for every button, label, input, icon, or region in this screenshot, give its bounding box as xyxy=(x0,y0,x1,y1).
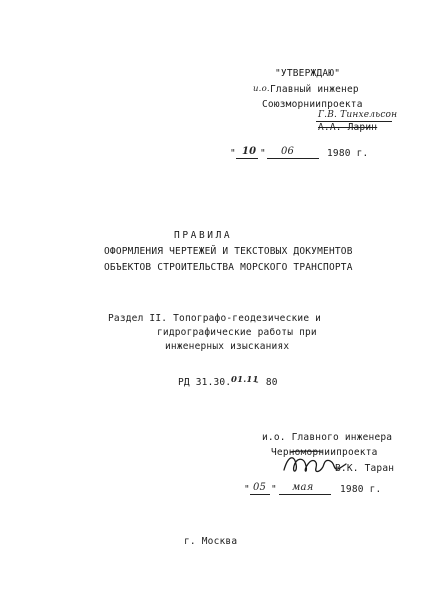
date-month: 06 xyxy=(281,146,295,157)
printed-signatory-name: А.А. Ларин xyxy=(318,122,378,133)
approval-title: "УТВЕРЖДАЮ" xyxy=(275,68,341,79)
bottom-signer: В.К. Таран xyxy=(335,463,395,474)
bottom-date-close-quote: " xyxy=(271,484,277,495)
bottom-date-day-underline xyxy=(250,494,270,495)
doc-code-suffix: - 80 xyxy=(254,377,278,388)
date-day-underline xyxy=(236,158,258,159)
bottom-position-line1: и.о. Главного инженера xyxy=(262,432,393,443)
bottom-date-open-quote: " xyxy=(244,484,250,495)
section-line1: Раздел II. Топографо-геодезические и xyxy=(108,313,322,324)
approval-position-line2: Союзморниипроекта xyxy=(262,99,363,110)
date-month-underline xyxy=(267,158,319,159)
bottom-date-year: 1980 г. xyxy=(340,484,382,495)
title-line2: ОБЪЕКТОВ СТРОИТЕЛЬСТВА МОРСКОГО ТРАНСПОРТА xyxy=(104,262,353,273)
section-line2: гидрографические работы при xyxy=(157,327,317,338)
bottom-date-month: мая xyxy=(292,482,314,493)
date-year: 1980 г. xyxy=(327,148,369,159)
bottom-position-line2: Черноморниипроекта xyxy=(271,447,378,458)
date-day: 10 xyxy=(242,146,257,157)
section-line3: инженерных изысканиях xyxy=(165,341,290,352)
title-line1: ОФОРМЛЕНИЯ ЧЕРТЕЖЕЙ И ТЕКСТОВЫХ ДОКУМЕНТОВ xyxy=(104,246,353,257)
date-close-quote: " xyxy=(260,148,266,159)
city: г. Москва xyxy=(184,536,238,547)
document-heading: ПРАВИЛА xyxy=(174,230,233,241)
acting-prefix-handwritten: и.о. xyxy=(253,84,270,94)
approval-position-line1: Главный инженер xyxy=(270,84,359,95)
doc-code-handwritten: 01.11 xyxy=(231,375,259,385)
handwritten-signatory-name: Г.В. Тинхельсон xyxy=(318,110,398,120)
bottom-date-month-underline xyxy=(279,494,331,495)
date-open-quote: " xyxy=(230,148,236,159)
bottom-date-day: 05 xyxy=(253,482,267,493)
doc-code-prefix: РД 31.30. xyxy=(178,377,232,388)
